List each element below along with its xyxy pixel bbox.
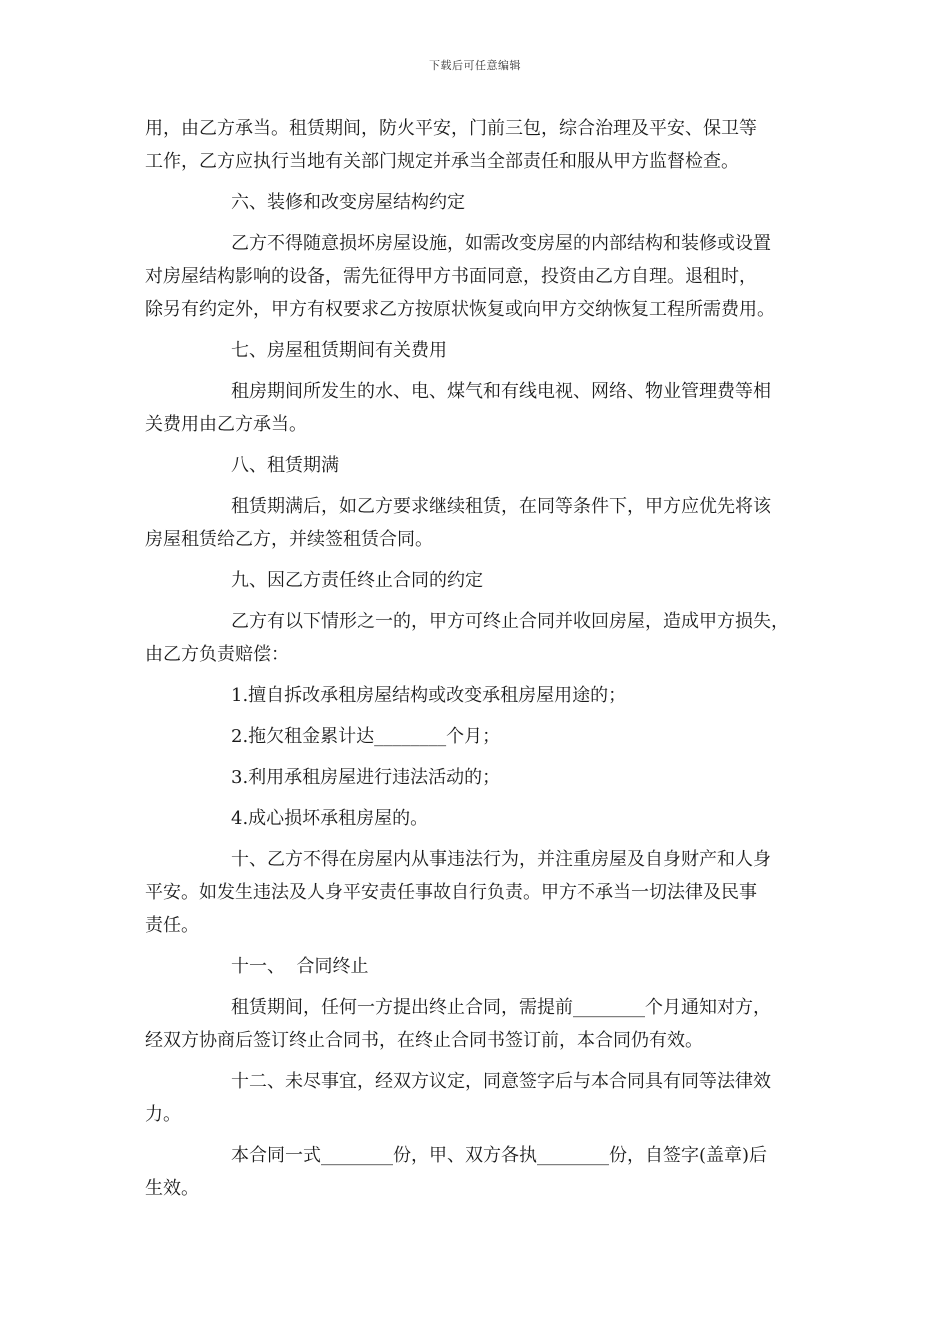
paragraph	[145, 112, 813, 178]
paragraph	[145, 1139, 813, 1205]
text-line: 除另有约定外，甲方有权要求乙方按原状恢复或向甲方交纳恢复工程所需费用。	[145, 299, 775, 320]
text-line: 用，由乙方承当。租赁期间，防火平安，门前三包，综合治理及平安、保卫等	[145, 118, 757, 139]
text-line: 房屋租赁给乙方，并续签租赁合同。	[145, 529, 433, 550]
paragraph	[145, 375, 813, 441]
text-line: 由乙方负责赔偿：	[145, 644, 289, 665]
list-item	[145, 679, 813, 712]
text-line: 租房期间所发生的水、电、煤气和有线电视、网络、物业管理费等相	[231, 381, 771, 402]
document-body	[145, 112, 813, 1205]
text-line: 3.利用承租房屋进行违法活动的；	[231, 767, 501, 788]
text-line: 4.成心损坏承租房屋的。	[231, 808, 429, 829]
section-heading	[145, 564, 813, 597]
text-line: 关费用由乙方承当。	[145, 414, 307, 435]
text-line: 乙方不得随意损坏房屋设施，如需改变房屋的内部结构和装修或设置	[231, 233, 771, 254]
text-line: 力。	[145, 1104, 181, 1125]
paragraph	[145, 991, 813, 1057]
heading-line: 七、房屋租赁期间有关费用	[231, 340, 447, 361]
text-line: 生效。	[145, 1178, 199, 1199]
text-line: 乙方有以下情形之一的，甲方可终止合同并收回房屋，造成甲方损失，	[231, 611, 789, 632]
text-line: 本合同一式________份，甲、双方各执________份，自签字(盖章)后	[231, 1145, 768, 1166]
text-line: 十、乙方不得在房屋内从事违法行为，并注重房屋及自身财产和人身	[231, 849, 771, 870]
paragraph	[145, 227, 813, 326]
text-line: 租赁期间，任何一方提出终止合同，需提前________个月通知对方，	[231, 997, 771, 1018]
text-line: 十二、未尽事宜，经双方议定，同意签字后与本合同具有同等法律效	[231, 1071, 771, 1092]
text-line: 1.擅自拆改承租房屋结构或改变承租房屋用途的；	[231, 685, 627, 706]
text-line: 工作，乙方应执行当地有关部门规定并承当全部责任和服从甲方监督检查。	[145, 151, 739, 172]
list-item	[145, 802, 813, 835]
list-item	[145, 761, 813, 794]
paragraph	[145, 605, 813, 671]
section-heading	[145, 950, 813, 983]
text-line: 对房屋结构影响的设备，需先征得甲方书面同意，投资由乙方自理。退租时，	[145, 266, 757, 287]
heading-line: 六、装修和改变房屋结构约定	[231, 192, 465, 213]
text-line: 平安。如发生违法及人身平安责任事故自行负责。甲方不承当一切法律及民事	[145, 882, 757, 903]
text-line: 经双方协商后签订终止合同书，在终止合同书签订前，本合同仍有效。	[145, 1030, 703, 1051]
text-line: 责任。	[145, 915, 199, 936]
list-item	[145, 720, 813, 753]
heading-line: 十一、 合同终止	[231, 956, 369, 977]
section-heading	[145, 449, 813, 482]
section-heading	[145, 334, 813, 367]
text-line: 2.拖欠租金累计达________个月；	[231, 726, 501, 747]
heading-line: 八、租赁期满	[231, 455, 339, 476]
section-heading	[145, 186, 813, 219]
paragraph	[145, 843, 813, 942]
paragraph	[145, 1065, 813, 1131]
heading-line: 九、因乙方责任终止合同的约定	[231, 570, 483, 591]
text-line: 租赁期满后，如乙方要求继续租赁，在同等条件下，甲方应优先将该	[231, 496, 771, 517]
paragraph	[145, 490, 813, 556]
page-header: 下载后可任意编辑	[429, 59, 521, 72]
